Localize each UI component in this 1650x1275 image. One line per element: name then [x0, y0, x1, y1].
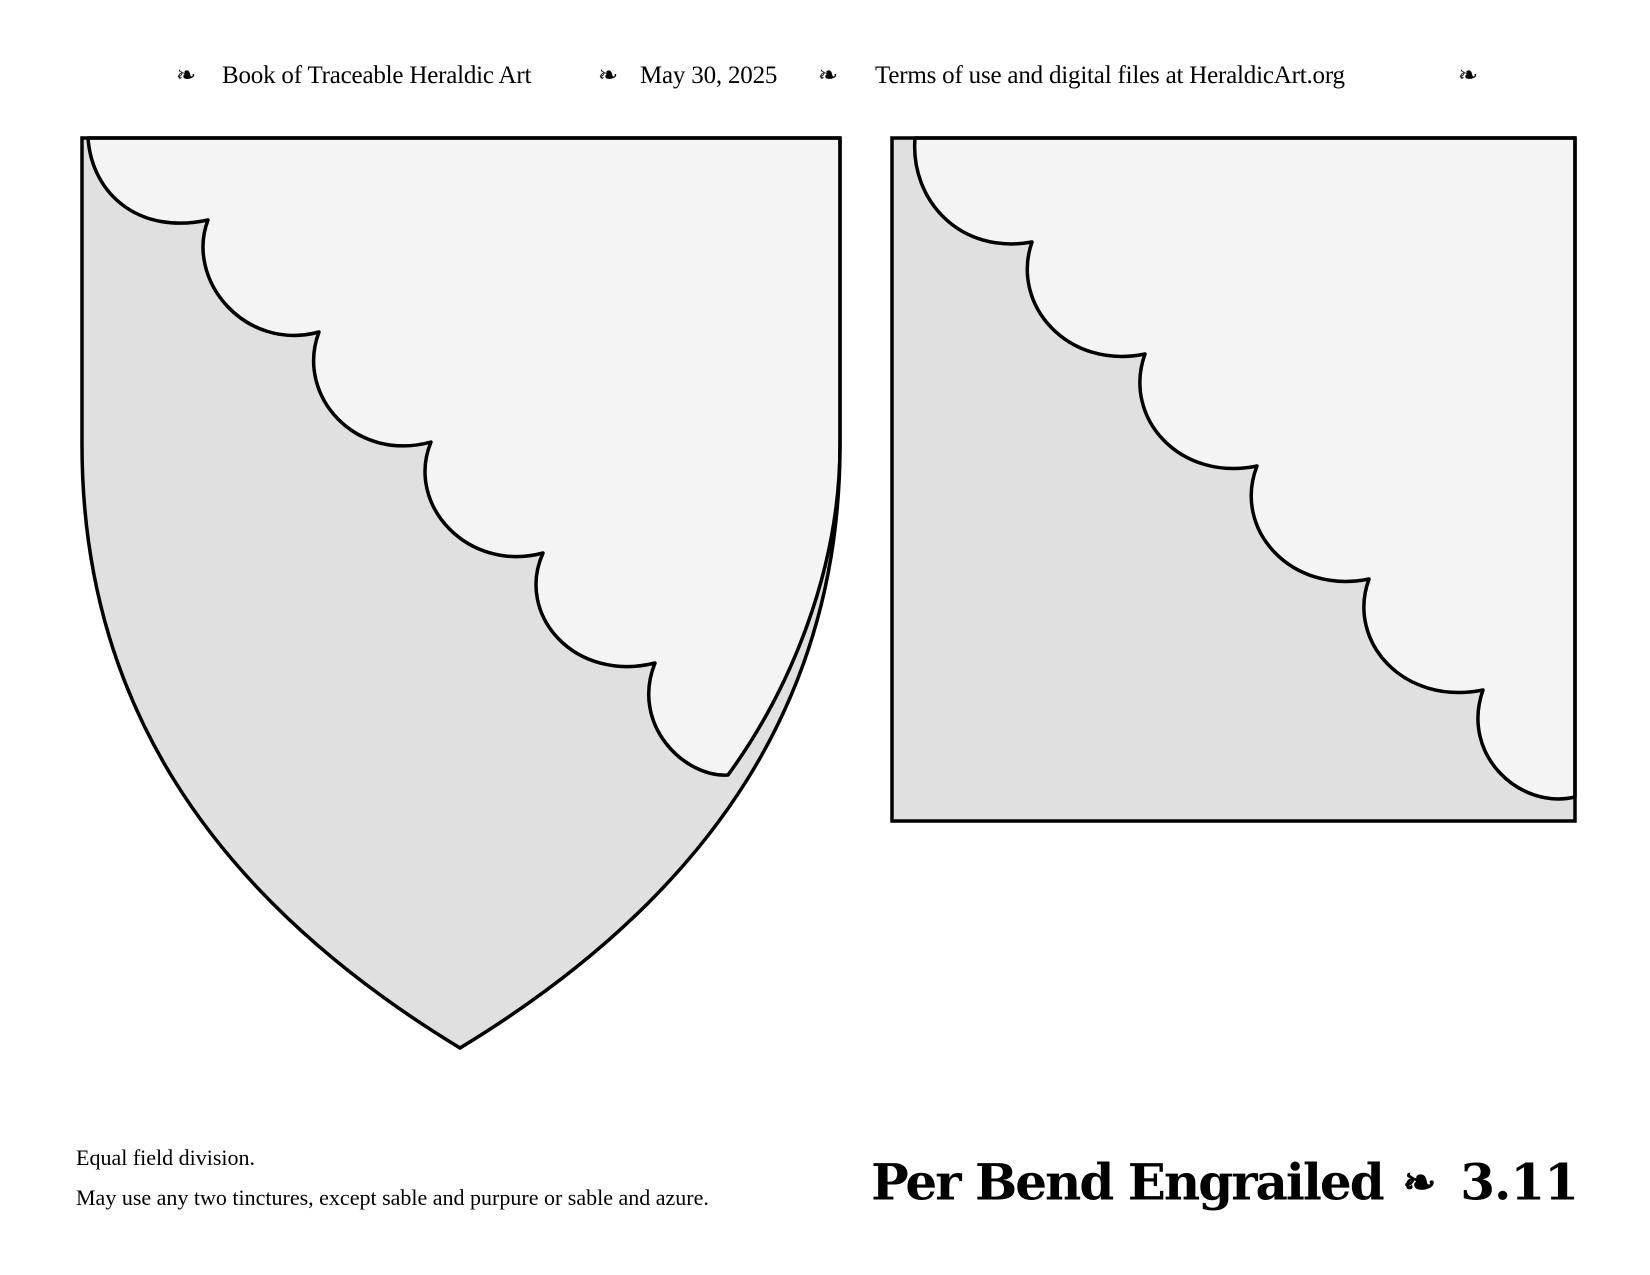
fleuron-icon: ❧ [1458, 63, 1478, 89]
plate-name: Per Bend Engrailed [871, 1152, 1383, 1212]
note-line: May use any two tinctures, except sable and purpure or sable and azure. [76, 1185, 709, 1210]
fleuron-icon: ❧ [1402, 1158, 1435, 1206]
header-date: May 30, 2025 [640, 62, 778, 89]
plate-number: 3.11 [1460, 1152, 1578, 1212]
fleuron-icon: ❧ [598, 63, 618, 89]
fleuron-icon: ❧ [176, 63, 196, 89]
book-title: Book of Traceable Heraldic Art [222, 62, 532, 89]
heater-shield [82, 138, 840, 1048]
fleuron-icon: ❧ [818, 63, 838, 89]
note-line: Equal field division. [76, 1145, 256, 1170]
square-banner [892, 138, 1575, 821]
terms-link[interactable]: Terms of use and digital files at HeraldicArt.org [875, 62, 1345, 89]
plate-title [871, 1148, 1578, 1228]
notes [76, 1138, 709, 1218]
